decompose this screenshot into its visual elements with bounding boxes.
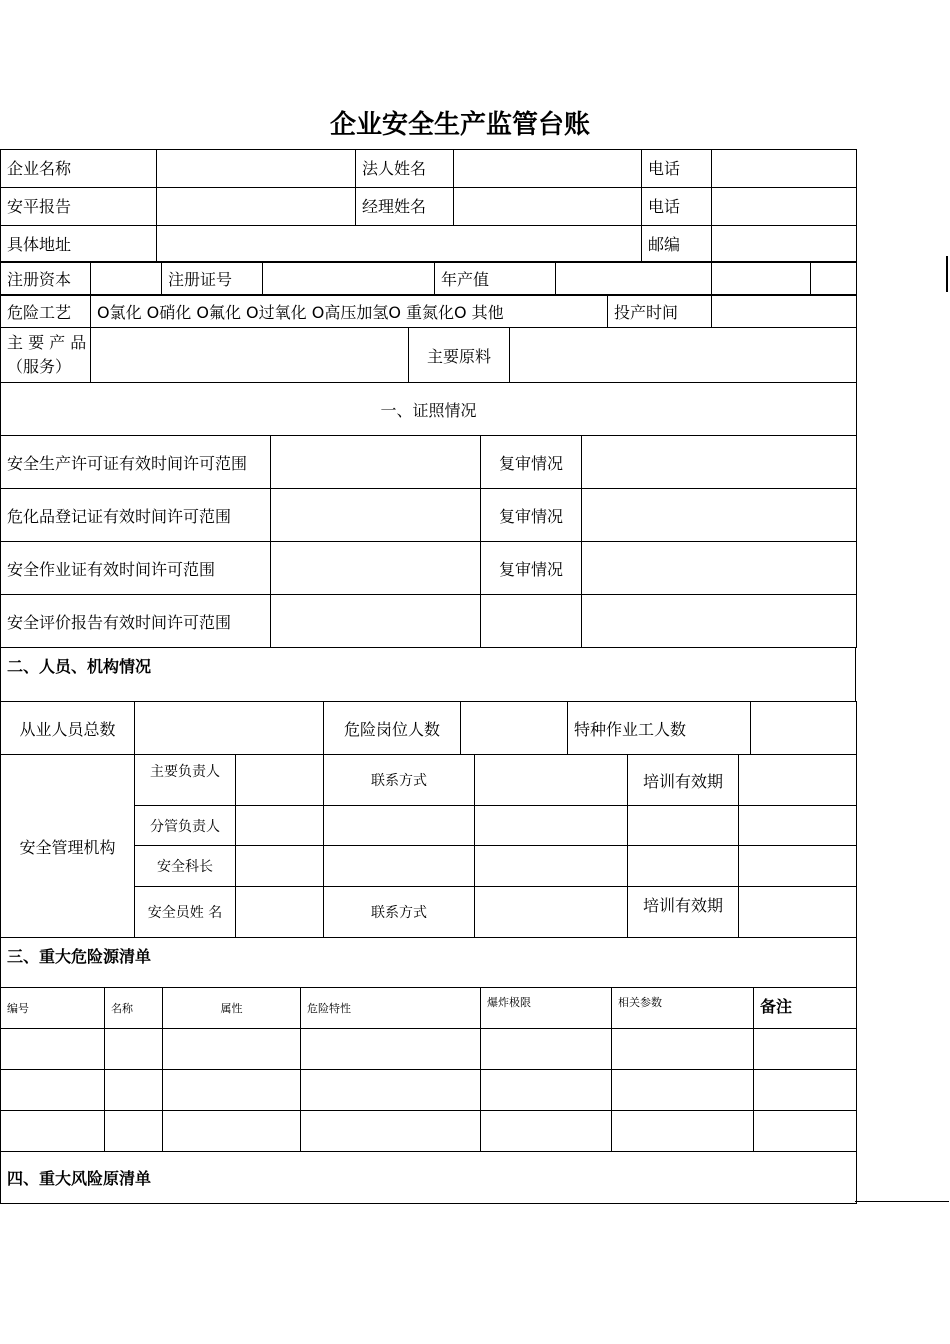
contact-label: 联系方式 xyxy=(324,755,475,806)
table-row xyxy=(1,1070,857,1111)
cell[interactable] xyxy=(754,1029,857,1070)
annual-output-extra xyxy=(712,262,857,296)
cell[interactable] xyxy=(481,1070,612,1111)
license-value-field[interactable] xyxy=(271,489,481,542)
section2-title: 二、人员、机构情况 xyxy=(1,648,856,702)
review-field[interactable] xyxy=(582,542,857,595)
section1-title: 一、证照情况 xyxy=(1,383,857,436)
cell[interactable] xyxy=(612,1070,754,1111)
main-products-label-line2: （服务） xyxy=(7,357,72,376)
license-value-field[interactable] xyxy=(271,595,481,648)
basic-info-table-c xyxy=(0,294,857,328)
safety-org-label: 安全管理机构 xyxy=(1,755,135,938)
cell[interactable] xyxy=(105,1029,163,1070)
safety-report-field[interactable] xyxy=(157,188,356,226)
table-row xyxy=(1,1029,857,1070)
review-label: 复审情况 xyxy=(481,542,582,595)
cell[interactable] xyxy=(301,1029,481,1070)
cell[interactable] xyxy=(163,1111,301,1152)
hazard-staff-label: 危险岗位人数 xyxy=(324,702,461,755)
phone-label-2: 电话 xyxy=(642,188,712,226)
safety-officer-training-field[interactable] xyxy=(739,887,857,938)
license-row-label: 危化品登记证有效时间许可范围 xyxy=(1,489,271,542)
section3-title: 三、重大危险源清单 xyxy=(1,938,857,988)
section4-title: 四、重大风险原清单 xyxy=(1,1152,857,1204)
safety-report-label: 安平报告 xyxy=(1,188,157,226)
deputy-field[interactable] xyxy=(236,806,324,846)
deputy-blank-2 xyxy=(628,806,739,846)
section-chief-training-field[interactable] xyxy=(739,846,857,887)
chief-training-field[interactable] xyxy=(739,755,857,806)
hazard-process-label: 危险工艺 xyxy=(1,295,91,328)
company-name-field[interactable] xyxy=(157,150,356,188)
cell[interactable] xyxy=(612,1029,754,1070)
process-options[interactable]: O氯化 O硝化 O氟化 O过氧化 O高压加氢O 重氮化O 其他 xyxy=(91,295,608,328)
safety-officer-field[interactable] xyxy=(236,887,324,938)
chief-label: 主要负责人 xyxy=(135,755,236,806)
postcode-label: 邮编 xyxy=(642,226,712,263)
license-row-label: 安全作业证有效时间许可范围 xyxy=(1,542,271,595)
raw-materials-field[interactable] xyxy=(510,328,857,383)
address-label: 具体地址 xyxy=(1,226,157,263)
phone-label: 电话 xyxy=(642,150,712,188)
main-products-label xyxy=(1,328,91,383)
cell[interactable] xyxy=(163,1070,301,1111)
contact-label-2: 联系方式 xyxy=(324,887,475,938)
licenses-table xyxy=(0,382,857,648)
section2-heading-table xyxy=(0,647,856,702)
cell[interactable] xyxy=(105,1111,163,1152)
basic-info-table-b xyxy=(0,261,857,296)
col-header-explosion: 爆炸极限 xyxy=(481,988,612,1029)
cell[interactable] xyxy=(163,1029,301,1070)
start-time-field[interactable] xyxy=(712,295,857,328)
license-row-label: 安全生产许可证有效时间许可范围 xyxy=(1,436,271,489)
deputy-label: 分管负责人 xyxy=(135,806,236,846)
section-chief-blank-2 xyxy=(628,846,739,887)
cell[interactable] xyxy=(1,1070,105,1111)
cell[interactable] xyxy=(754,1111,857,1152)
basic-info-table-a xyxy=(0,149,857,263)
hazard-source-table xyxy=(0,937,857,1204)
review-blank xyxy=(481,595,582,648)
manager-name-label: 经理姓名 xyxy=(356,188,454,226)
annual-output-label: 年产值 xyxy=(435,262,556,296)
phone-field-2[interactable] xyxy=(712,188,857,226)
cell[interactable] xyxy=(481,1111,612,1152)
reg-capital-field[interactable] xyxy=(91,262,162,296)
col-header-name: 名称 xyxy=(105,988,163,1029)
start-time-label: 投产时间 xyxy=(608,295,712,328)
chief-field[interactable] xyxy=(236,755,324,806)
phone-field[interactable] xyxy=(712,150,857,188)
reg-no-label: 注册证号 xyxy=(162,262,263,296)
reg-no-field[interactable] xyxy=(263,262,435,296)
review-field[interactable] xyxy=(582,595,857,648)
section-chief-field[interactable] xyxy=(236,846,324,887)
address-field[interactable] xyxy=(157,226,642,263)
col-header-attr: 属性 xyxy=(163,988,301,1029)
section-chief-blank-1 xyxy=(324,846,475,887)
raw-materials-label: 主要原料 xyxy=(409,328,510,383)
total-staff-label: 从业人员总数 xyxy=(1,702,135,755)
cell[interactable] xyxy=(1,1111,105,1152)
col-header-params: 相关参数 xyxy=(612,988,754,1029)
section-chief-contact-field[interactable] xyxy=(475,846,628,887)
cell[interactable] xyxy=(1,1029,105,1070)
cell[interactable] xyxy=(481,1029,612,1070)
table-row xyxy=(1,1111,857,1152)
section-chief-label: 安全科长 xyxy=(135,846,236,887)
safety-org-table xyxy=(0,754,857,938)
safety-officer-contact-field[interactable] xyxy=(475,887,628,938)
divider-line xyxy=(855,1201,949,1202)
license-value-field[interactable] xyxy=(271,542,481,595)
license-value-field[interactable] xyxy=(271,436,481,489)
review-field[interactable] xyxy=(582,436,857,489)
legal-person-field[interactable] xyxy=(454,150,642,188)
special-staff-field[interactable] xyxy=(751,702,857,755)
manager-name-field[interactable] xyxy=(454,188,642,226)
hazard-staff-field[interactable] xyxy=(461,702,568,755)
basic-info-table-d xyxy=(0,327,857,383)
total-staff-field[interactable] xyxy=(135,702,324,755)
license-row-label: 安全评价报告有效时间许可范围 xyxy=(1,595,271,648)
main-products-label-line1: 主 要 产 品 xyxy=(7,333,87,352)
staff-count-table xyxy=(0,701,857,755)
review-label: 复审情况 xyxy=(481,436,582,489)
edge-mark xyxy=(946,256,948,292)
training-label: 培训有效期 xyxy=(628,755,739,806)
col-header-hazard: 危险特性 xyxy=(301,988,481,1029)
legal-person-label: 法人姓名 xyxy=(356,150,454,188)
postcode-field[interactable] xyxy=(712,226,857,263)
chief-contact-field[interactable] xyxy=(475,755,628,806)
reg-capital-label: 注册资本 xyxy=(1,262,91,296)
review-label: 复审情况 xyxy=(481,489,582,542)
cell[interactable] xyxy=(105,1070,163,1111)
cell[interactable] xyxy=(754,1070,857,1111)
training-label-2: 培训有效期 xyxy=(628,887,739,938)
safety-officer-label: 安全员姓 名 xyxy=(135,887,236,938)
cell[interactable] xyxy=(612,1111,754,1152)
annual-output-field[interactable] xyxy=(556,262,712,296)
main-products-field[interactable] xyxy=(91,328,409,383)
cell[interactable] xyxy=(301,1111,481,1152)
deputy-contact-field[interactable] xyxy=(475,806,628,846)
special-staff-label: 特种作业工人数 xyxy=(568,702,751,755)
review-field[interactable] xyxy=(582,489,857,542)
deputy-training-field[interactable] xyxy=(739,806,857,846)
col-header-remark: 备注 xyxy=(754,988,857,1029)
deputy-blank-1 xyxy=(324,806,475,846)
cell[interactable] xyxy=(301,1070,481,1111)
col-header-no: 编号 xyxy=(1,988,105,1029)
company-name-label: 企业名称 xyxy=(1,150,157,188)
page-title: 企业安全生产监管台账 xyxy=(329,110,590,140)
